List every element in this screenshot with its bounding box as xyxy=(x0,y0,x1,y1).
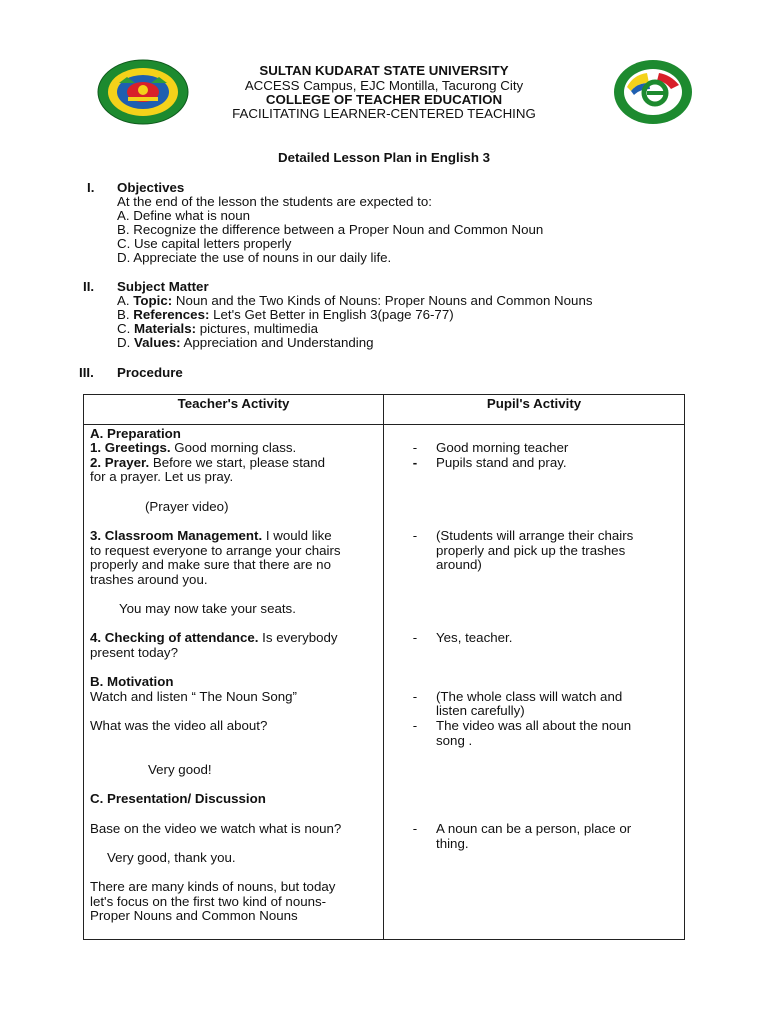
section-number-procedure: III. xyxy=(79,365,94,380)
teacher-take-seats: You may now take your seats. xyxy=(119,601,296,616)
pupil-arrange-cont: around) xyxy=(436,557,482,572)
teacher-greetings: 1. Greetings. Good morning class. xyxy=(90,440,297,455)
pupil-watch: (The whole class will watch and xyxy=(436,689,623,704)
teacher-watch-song: Watch and listen “ The Noun Song” xyxy=(90,689,297,704)
subject-item-topic: A. Topic: Noun and the Two Kinds of Nouns: Proper Nouns and Common Nouns xyxy=(117,293,593,308)
teacher-cm-line: trashes around you. xyxy=(90,572,208,587)
teacher-prayer-cont: for a prayer. Let us pray. xyxy=(90,469,234,484)
pupil-greeting: Good morning teacher xyxy=(436,440,569,455)
teacher-kinds-line: There are many kinds of nouns, but today xyxy=(90,879,336,894)
teacher-motivation-heading: B. Motivation xyxy=(90,674,174,689)
pupil-pray: Pupils stand and pray. xyxy=(436,455,567,470)
table-header-divider xyxy=(83,424,685,425)
subject-item-values: D. Values: Appreciation and Understanding xyxy=(117,335,374,350)
teacher-thanks: Very good, thank you. xyxy=(107,850,236,865)
list-dash: - xyxy=(412,440,418,455)
teacher-classroom-management: 3. Classroom Management. I would like xyxy=(90,528,332,543)
course-name: FACILITATING LEARNER-CENTERED TEACHING xyxy=(232,106,536,121)
objective-item: A. Define what is noun xyxy=(117,208,251,223)
objective-item: B. Recognize the difference between a Proper Noun and Common Noun xyxy=(117,222,544,237)
list-dash: - xyxy=(412,689,418,704)
list-dash: - xyxy=(412,630,418,645)
pupil-arrange-cont: properly and pick up the trashes xyxy=(436,543,626,558)
teacher-cm-line: properly and make sure that there are no xyxy=(90,557,331,572)
pupil-noun-answer-cont: thing. xyxy=(436,836,469,851)
teacher-attendance: 4. Checking of attendance. Is everybody xyxy=(90,630,338,645)
teacher-prayer: 2. Prayer. Before we start, please stand xyxy=(90,455,326,470)
teacher-kinds-line: Proper Nouns and Common Nouns xyxy=(90,908,298,923)
subject-matter-heading: Subject Matter xyxy=(117,279,209,294)
pupil-arrange: (Students will arrange their chairs xyxy=(436,528,634,543)
objective-item: C. Use capital letters properly xyxy=(117,236,292,251)
teacher-very-good: Very good! xyxy=(148,762,212,777)
teacher-preparation-heading: A. Preparation xyxy=(90,426,181,441)
teacher-question-video: What was the video all about? xyxy=(90,718,268,733)
column-header-pupil: Pupil's Activity xyxy=(486,396,582,411)
section-number-subject: II. xyxy=(83,279,95,294)
list-dash: - xyxy=(412,528,418,543)
pupil-video-answer-cont: song . xyxy=(436,733,473,748)
pupil-noun-answer: A noun can be a person, place or xyxy=(436,821,632,836)
pupil-watch-cont: listen carefully) xyxy=(436,703,525,718)
document-title: Detailed Lesson Plan in English 3 xyxy=(277,150,491,165)
objective-item: D. Appreciate the use of nouns in our daily life. xyxy=(117,250,392,265)
objectives-heading: Objectives xyxy=(117,180,185,195)
objectives-intro: At the end of the lesson the students are expected to: xyxy=(117,194,432,209)
teacher-prayer-video: (Prayer video) xyxy=(145,499,229,514)
teacher-attendance-cont: present today? xyxy=(90,645,178,660)
list-dash: - xyxy=(412,821,418,836)
list-dash: - xyxy=(412,718,418,733)
campus-address: ACCESS Campus, EJC Montilla, Tacurong City xyxy=(244,78,524,93)
pupil-video-answer: The video was all about the noun xyxy=(436,718,632,733)
teacher-kinds-line: let's focus on the first two kind of nouns- xyxy=(90,894,327,909)
teacher-presentation-heading: C. Presentation/ Discussion xyxy=(90,791,266,806)
table-column-divider xyxy=(383,394,384,940)
university-name: SULTAN KUDARAT STATE UNIVERSITY xyxy=(259,63,509,78)
subject-item-materials: C. Materials: pictures, multimedia xyxy=(117,321,319,336)
subject-item-references: B. References: Let's Get Better in English 3(page 76-77) xyxy=(117,307,454,322)
procedure-heading: Procedure xyxy=(117,365,183,380)
list-dash: - xyxy=(412,455,418,470)
column-header-teacher: Teacher's Activity xyxy=(177,396,290,411)
pupil-yes-teacher: Yes, teacher. xyxy=(436,630,513,645)
teacher-cm-line: to request everyone to arrange your chairs xyxy=(90,543,341,558)
college-name: COLLEGE OF TEACHER EDUCATION xyxy=(265,92,503,107)
teacher-question-noun: Base on the video we watch what is noun? xyxy=(90,821,342,836)
section-number-objectives: I. xyxy=(87,180,95,195)
